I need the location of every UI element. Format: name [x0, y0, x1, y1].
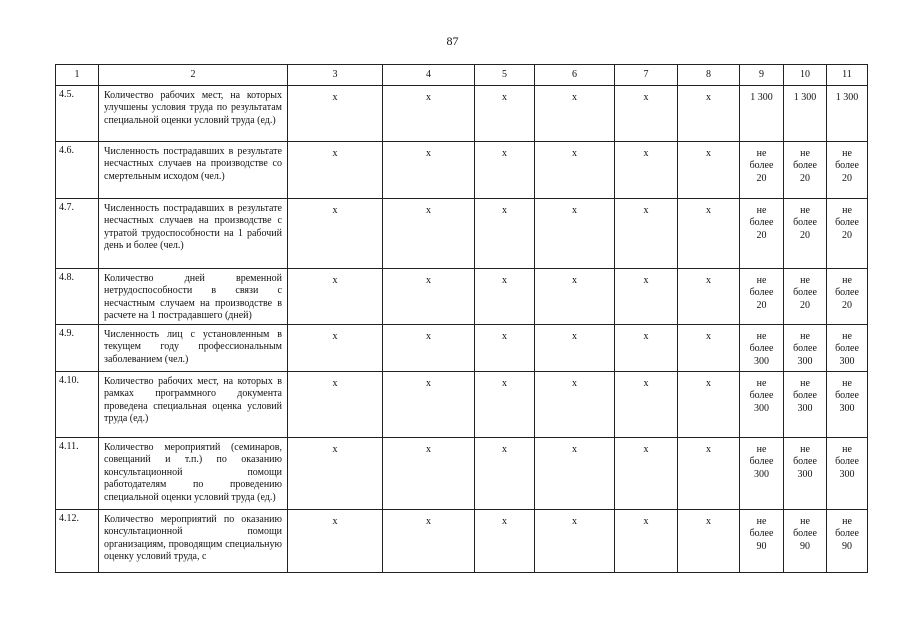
value-col-9: не более 20	[740, 142, 784, 199]
column-header: 9	[740, 65, 784, 86]
cell-x: х	[678, 269, 740, 325]
cell-x: х	[615, 438, 678, 510]
cell-x: х	[535, 372, 615, 438]
value-col-11: не более 20	[827, 269, 868, 325]
row-number: 4.10.	[56, 372, 99, 438]
row-number: 4.5.	[56, 86, 99, 142]
cell-x: х	[475, 199, 535, 269]
cell-x: х	[615, 142, 678, 199]
cell-x: х	[475, 438, 535, 510]
column-header: 1	[56, 65, 99, 86]
column-header: 3	[288, 65, 383, 86]
row-number: 4.11.	[56, 438, 99, 510]
row-description: Количество дней временной нетрудоспособности в связи с несчастным случаем на производстве в расчете на 1 пострадавшего (дней)	[99, 269, 288, 325]
cell-x: х	[535, 438, 615, 510]
value-col-10: не более 300	[784, 325, 827, 372]
cell-x: х	[383, 325, 475, 372]
indicators-table	[55, 64, 868, 573]
cell-x: х	[535, 510, 615, 573]
table-row	[56, 510, 868, 573]
cell-x: х	[288, 199, 383, 269]
value-col-11: 1 300	[827, 86, 868, 142]
value-col-11: не более 20	[827, 142, 868, 199]
cell-x: х	[615, 199, 678, 269]
value-col-9: не более 300	[740, 438, 784, 510]
value-col-9: не более 90	[740, 510, 784, 573]
row-number: 4.6.	[56, 142, 99, 199]
value-col-10: не более 90	[784, 510, 827, 573]
row-description: Количество рабочих мест, на которых улучшены условия труда по результатам специальной оценки условий труда (ед.)	[99, 86, 288, 142]
cell-x: х	[615, 510, 678, 573]
column-header: 4	[383, 65, 475, 86]
row-description: Численность лиц с установленным в текущем году профессиональным заболеванием (чел.)	[99, 325, 288, 372]
cell-x: х	[678, 142, 740, 199]
value-col-11: не более 20	[827, 199, 868, 269]
cell-x: х	[288, 438, 383, 510]
page-number: 87	[446, 34, 459, 48]
value-col-11: не более 300	[827, 372, 868, 438]
value-col-10: не более 300	[784, 438, 827, 510]
cell-x: х	[678, 199, 740, 269]
value-col-9: не более 300	[740, 325, 784, 372]
cell-x: х	[475, 325, 535, 372]
row-description: Количество мероприятий по оказанию консультационной помощи организациям, проводящим специальную оценку условий труда, с	[99, 510, 288, 573]
value-col-11: не более 300	[827, 438, 868, 510]
cell-x: х	[615, 325, 678, 372]
value-col-10: не более 20	[784, 142, 827, 199]
value-col-10: не более 300	[784, 372, 827, 438]
column-header: 5	[475, 65, 535, 86]
value-col-11: не более 300	[827, 325, 868, 372]
cell-x: х	[678, 372, 740, 438]
cell-x: х	[678, 510, 740, 573]
cell-x: х	[535, 142, 615, 199]
cell-x: х	[288, 142, 383, 199]
cell-x: х	[475, 372, 535, 438]
table-row	[56, 86, 868, 142]
cell-x: х	[475, 269, 535, 325]
column-header: 7	[615, 65, 678, 86]
cell-x: х	[383, 142, 475, 199]
cell-x: х	[678, 86, 740, 142]
row-number: 4.9.	[56, 325, 99, 372]
table-row	[56, 199, 868, 269]
value-col-9: не более 300	[740, 372, 784, 438]
cell-x: х	[475, 510, 535, 573]
cell-x: х	[288, 372, 383, 438]
cell-x: х	[288, 510, 383, 573]
cell-x: х	[383, 438, 475, 510]
value-col-9: не более 20	[740, 269, 784, 325]
row-description: Количество рабочих мест, на которых в рамках программного документа проведена специальная оценка условий труда (ед.)	[99, 372, 288, 438]
column-header: 8	[678, 65, 740, 86]
cell-x: х	[678, 325, 740, 372]
table-header-row	[56, 65, 868, 86]
cell-x: х	[383, 199, 475, 269]
cell-x: х	[678, 438, 740, 510]
cell-x: х	[383, 86, 475, 142]
value-col-11: не более 90	[827, 510, 868, 573]
value-col-9: не более 20	[740, 199, 784, 269]
cell-x: х	[475, 86, 535, 142]
cell-x: х	[535, 86, 615, 142]
cell-x: х	[535, 269, 615, 325]
table-row	[56, 372, 868, 438]
cell-x: х	[288, 325, 383, 372]
value-col-10: 1 300	[784, 86, 827, 142]
row-description: Количество мероприятий (семинаров, совещаний и т.п.) по оказанию консультационной помощи работодателям по проведению специальной оценки условий труда (ед.)	[99, 438, 288, 510]
cell-x: х	[288, 86, 383, 142]
value-col-10: не более 20	[784, 199, 827, 269]
cell-x: х	[475, 142, 535, 199]
cell-x: х	[288, 269, 383, 325]
cell-x: х	[615, 86, 678, 142]
cell-x: х	[383, 510, 475, 573]
cell-x: х	[615, 372, 678, 438]
row-description: Численность пострадавших в результате несчастных случаев на производстве со смертельным исходом (чел.)	[99, 142, 288, 199]
cell-x: х	[535, 199, 615, 269]
row-description: Численность пострадавших в результате несчастных случаев на производстве с утратой трудоспособности на 1 рабочий день и более (чел.)	[99, 199, 288, 269]
table-row	[56, 438, 868, 510]
row-number: 4.12.	[56, 510, 99, 573]
table-row	[56, 142, 868, 199]
table-row	[56, 325, 868, 372]
column-header: 6	[535, 65, 615, 86]
value-col-10: не более 20	[784, 269, 827, 325]
row-number: 4.7.	[56, 199, 99, 269]
cell-x: х	[535, 325, 615, 372]
column-header: 2	[99, 65, 288, 86]
column-header: 10	[784, 65, 827, 86]
cell-x: х	[383, 269, 475, 325]
row-number: 4.8.	[56, 269, 99, 325]
column-header: 11	[827, 65, 868, 86]
value-col-9: 1 300	[740, 86, 784, 142]
cell-x: х	[383, 372, 475, 438]
table-row	[56, 269, 868, 325]
cell-x: х	[615, 269, 678, 325]
